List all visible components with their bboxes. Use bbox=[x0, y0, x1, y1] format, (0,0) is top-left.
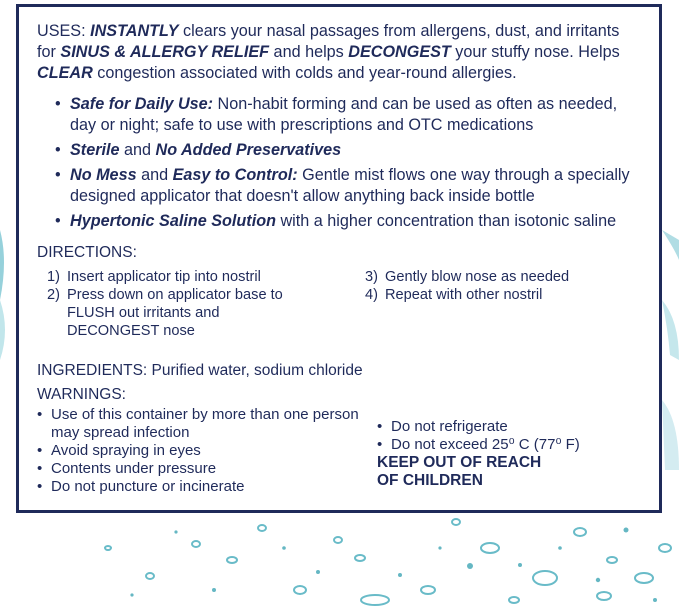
warnings-block bbox=[37, 406, 641, 496]
directions-title: DIRECTIONS: bbox=[37, 244, 137, 261]
directions-right-column bbox=[357, 268, 569, 340]
warning-item: • Do not puncture or incinerate bbox=[37, 478, 245, 495]
warning-item: • Do not refrigerate bbox=[377, 418, 508, 435]
uses-paragraph: USES: INSTANTLY clears your nasal passages from allergens, dust, and irritants for SINUS & ALLERGY RELIEF and helps DECONGEST your stuffy nose. Helps CLEAR congestion associated with colds and year-round allergies. bbox=[37, 22, 620, 82]
ingredients-line: INGREDIENTS: Purified water, sodium chloride bbox=[37, 362, 363, 379]
uses-label: USES: bbox=[37, 22, 86, 40]
warnings-title: WARNINGS: bbox=[37, 386, 126, 403]
directions-steps bbox=[37, 268, 641, 340]
direction-step: 2) Press down on applicator base to FLUSH out irritants and DECONGEST nose bbox=[47, 287, 283, 339]
warning-item: • Contents under pressure bbox=[37, 460, 217, 477]
product-label-panel bbox=[16, 4, 662, 513]
warning-item: • Use of this container by more than one person may spread infection bbox=[37, 406, 359, 441]
list-item: • Sterile and No Added Preservatives bbox=[55, 141, 342, 159]
list-item: • No Mess and Easy to Control: Gentle mist flows one way through a specially designed applicator that doesn't allow anything back inside bottle bbox=[55, 166, 630, 205]
direction-step: 4) Repeat with other nostril bbox=[365, 287, 543, 303]
warning-item: • Avoid spraying in eyes bbox=[37, 442, 201, 459]
keep-out-of-reach-warning: KEEP OUT OF REACH OF CHILDREN bbox=[377, 454, 542, 489]
benefits-list bbox=[55, 94, 641, 232]
direction-step: 1) Insert applicator tip into nostril bbox=[47, 269, 261, 285]
ingredients-label: INGREDIENTS: bbox=[37, 362, 148, 379]
directions-left-column bbox=[37, 268, 357, 340]
warning-item: • Do not exceed 25⁰ C (77⁰ F) bbox=[377, 436, 580, 453]
list-item: • Safe for Daily Use: Non-habit forming and can be used as often as needed, day or night; safe to use with prescriptions and OTC medications bbox=[55, 95, 618, 134]
direction-step: 3) Gently blow nose as needed bbox=[365, 269, 570, 285]
warnings-left-column bbox=[37, 406, 377, 496]
list-item: • Hypertonic Saline Solution with a higher concentration than isotonic saline bbox=[55, 212, 617, 230]
warnings-right-column bbox=[377, 406, 580, 496]
